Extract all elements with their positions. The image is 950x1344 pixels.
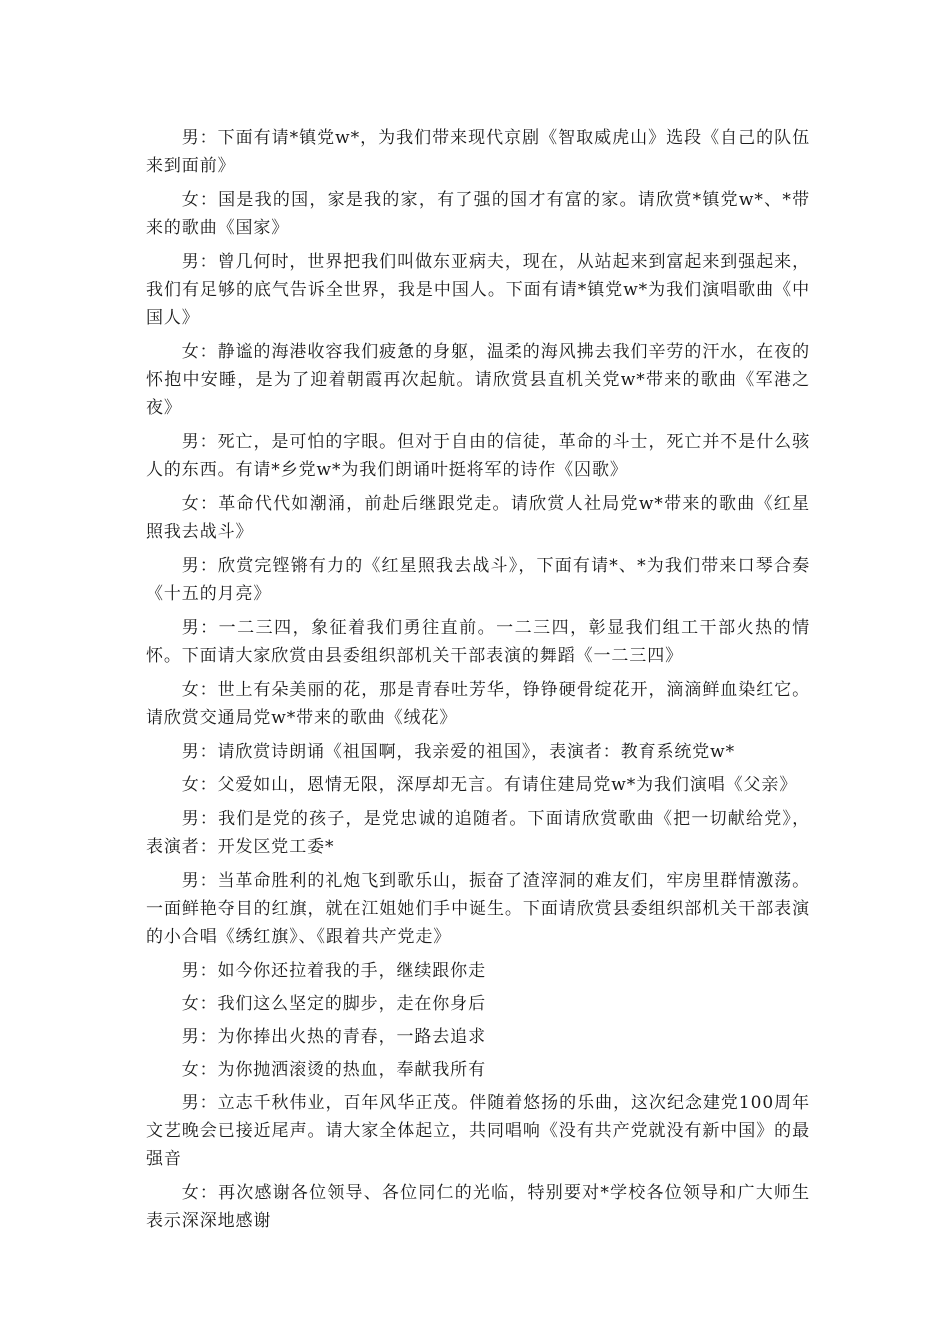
paragraph-7: 男：欣赏完铿锵有力的《红星照我去战斗》，下面有请*、*为我们带来口琴合奏《十五的月亮》 [146,556,810,604]
paragraph-1: 男：下面有请*镇党w*，为我们带来现代京剧《智取威虎山》选段《自己的队伍来到面前》 [146,128,810,176]
paragraph-9: 女：世上有朵美丽的花，那是青春吐芳华，铮铮硬骨绽花开，滴滴鲜血染红它。请欣赏交通局党w*带来的歌曲《绒花》 [146,680,810,728]
paragraph-15: 女：我们这么坚定的脚步，走在你身后 [181,994,486,1014]
paragraph-6: 女：革命代代如潮涌，前赴后继跟党走。请欣赏人社局党w*带来的歌曲《红星照我去战斗》 [146,494,810,542]
paragraph-8: 男：一二三四，象征着我们勇往直前。一二三四，彰显我们组工干部火热的情怀。下面请大家欣赏由县委组织部机关干部表演的舞蹈《一二三四》 [146,618,810,666]
paragraph-10: 男：请欣赏诗朗诵《祖国啊，我亲爱的祖国》，表演者：教育系统党w* [181,742,736,762]
paragraph-19: 女：再次感谢各位领导、各位同仁的光临，特别要对*学校各位领导和广大师生表示深深地感谢 [146,1183,810,1231]
document-body [146,124,810,1241]
paragraph-13: 男：当革命胜利的礼炮飞到歌乐山，振奋了渣滓洞的难友们，牢房里群情激荡。一面鲜艳夺目的红旗，就在江姐她们手中诞生。下面请欣赏县委组织部机关干部表演的小合唱《绣红旗》、《跟着共产党走》 [146,871,810,947]
paragraph-4: 女：静谧的海港收容我们疲惫的身躯，温柔的海风拂去我们辛劳的汗水，在夜的怀抱中安睡，是为了迎着朝霞再次起航。请欣赏县直机关党w*带来的歌曲《军港之夜》 [146,342,810,418]
paragraph-5: 男：死亡，是可怕的字眼。但对于自由的信徒，革命的斗士，死亡并不是什么骇人的东西。有请*乡党w*为我们朗诵叶挺将军的诗作《囚歌》 [146,432,810,480]
paragraph-2: 女：国是我的国，家是我的家，有了强的国才有富的家。请欣赏*镇党w*、*带来的歌曲《国家》 [146,190,810,238]
paragraph-18: 男：立志千秋伟业，百年风华正茂。伴随着悠扬的乐曲，这次纪念建党100周年文艺晚会已接近尾声。请大家全体起立，共同唱响《没有共产党就没有新中国》的最强音 [146,1093,810,1169]
paragraph-17: 女：为你抛洒滚烫的热血，奉献我所有 [181,1060,486,1080]
paragraph-3: 男：曾几何时，世界把我们叫做东亚病夫，现在，从站起来到富起来到强起来，我们有足够的底气告诉全世界，我是中国人。下面有请*镇党w*为我们演唱歌曲《中国人》 [146,252,810,328]
paragraph-16: 男：为你捧出火热的青春，一路去追求 [181,1027,486,1047]
paragraph-14: 男：如今你还拉着我的手，继续跟你走 [181,961,486,981]
paragraph-12: 男：我们是党的孩子，是党忠诚的追随者。下面请欣赏歌曲《把一切献给党》，表演者：开发区党工委* [146,809,810,857]
paragraph-11: 女：父爱如山，恩情无限，深厚却无言。有请住建局党w*为我们演唱《父亲》 [181,775,798,795]
